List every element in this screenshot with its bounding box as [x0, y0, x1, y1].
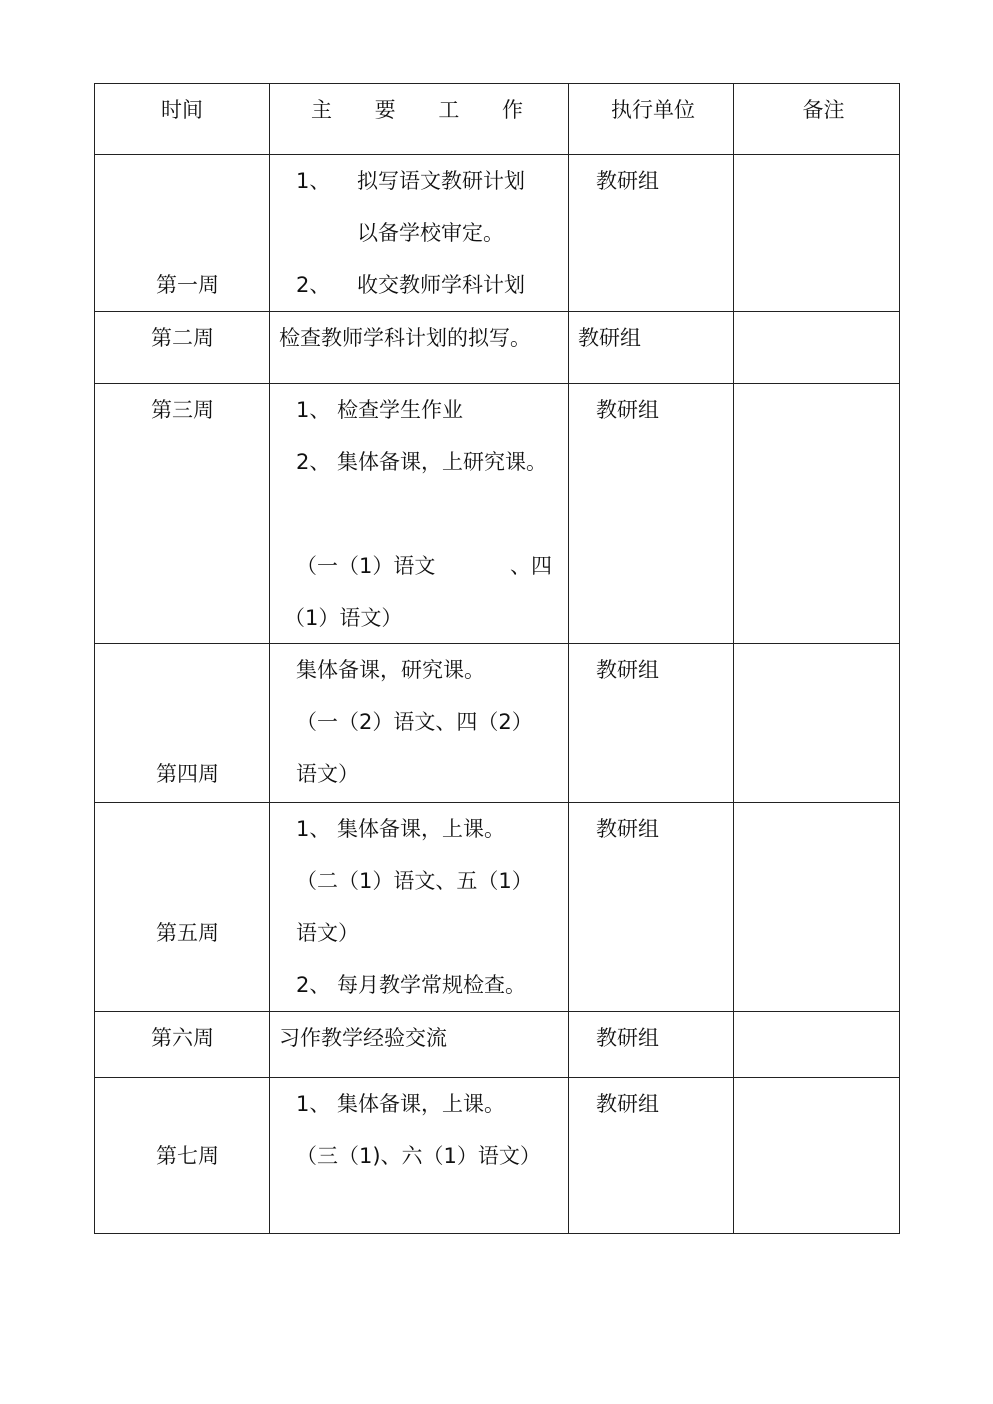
work-cell: 1、 拟写语文教研计划 以备学校审定。 2、 收交教师学科计划 — [270, 155, 569, 312]
week-label: 第三周 — [151, 398, 214, 422]
unit-cell: 教研组 — [569, 155, 734, 312]
note-cell — [734, 312, 900, 384]
table-row — [95, 1078, 900, 1234]
work-cell: 1、 检查学生作业 2、 集体备课，上研究课。 （一（1）语文 、四 （1）语文） — [270, 384, 569, 644]
note-cell — [734, 1012, 900, 1078]
week-label: 第六周 — [151, 1026, 214, 1050]
work-cell: 习作教学经验交流 — [270, 1012, 569, 1078]
work-cell: 1、 集体备课，上课。 （二（1）语文、五（1） 语文） 2、 每月教学常规检查。 — [270, 803, 569, 1012]
table-row — [95, 1012, 900, 1078]
header-note: 备注 — [734, 84, 900, 155]
week-label: 第五周 — [156, 921, 219, 945]
header-time: 时间 — [95, 84, 270, 155]
note-cell — [734, 155, 900, 312]
note-cell — [734, 384, 900, 644]
week-label: 第一周 — [156, 273, 219, 297]
table-row — [95, 384, 900, 644]
work-cell: 集体备课，研究课。 （一（2）语文、四（2） 语文） — [270, 644, 569, 803]
schedule-table — [94, 83, 900, 1234]
week-label: 第七周 — [156, 1144, 219, 1168]
week-cell — [95, 155, 270, 312]
unit-cell: 教研组 — [569, 1012, 734, 1078]
week-label: 第二周 — [151, 326, 214, 350]
work-cell: 检查教师学科计划的拟写。 — [270, 312, 569, 384]
note-cell — [734, 1078, 900, 1234]
week-cell — [95, 644, 270, 803]
week-cell — [95, 803, 270, 1012]
unit-cell: 教研组 — [569, 1078, 734, 1234]
table-row — [95, 644, 900, 803]
table-header-row — [95, 84, 900, 155]
note-cell — [734, 644, 900, 803]
week-cell — [95, 1078, 270, 1234]
work-cell: 1、 集体备课，上课。 （三（1)、六（1）语文） — [270, 1078, 569, 1234]
week-cell — [95, 1012, 270, 1078]
table-row — [95, 803, 900, 1012]
week-label: 第四周 — [156, 762, 219, 786]
header-work: 主 要 工 作 — [270, 84, 569, 155]
unit-cell: 教研组 — [569, 312, 734, 384]
unit-cell: 教研组 — [569, 644, 734, 803]
note-cell — [734, 803, 900, 1012]
week-cell — [95, 312, 270, 384]
week-cell — [95, 384, 270, 644]
table-row — [95, 312, 900, 384]
header-unit: 执行单位 — [569, 84, 734, 155]
unit-cell: 教研组 — [569, 384, 734, 644]
table-row — [95, 155, 900, 312]
unit-cell: 教研组 — [569, 803, 734, 1012]
